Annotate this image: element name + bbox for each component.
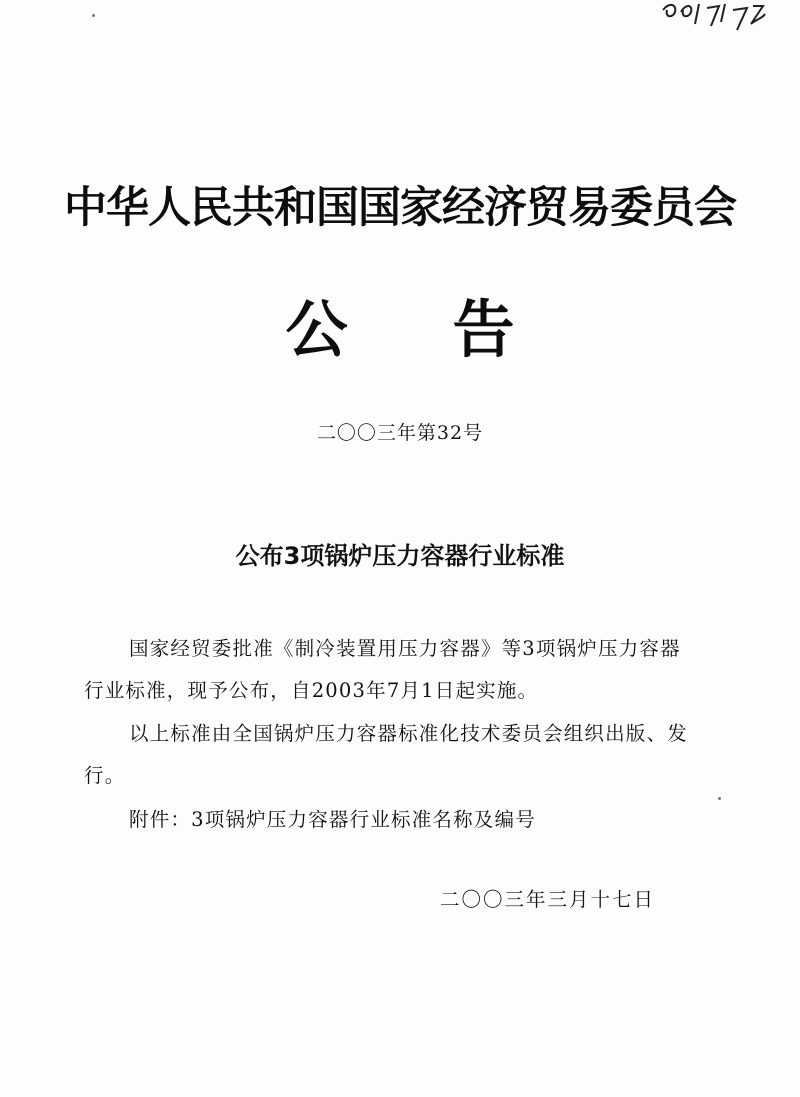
notice-heading-char-2: 告 <box>452 293 515 366</box>
body-paragraph-1 <box>84 628 696 712</box>
notice-heading <box>0 290 800 370</box>
paragraph-text: 以上标准由全国锅炉压力容器标准化技术委员会组织出版、发行。 <box>84 722 688 787</box>
notice-heading-char-1: 公 <box>285 293 348 366</box>
handwritten-signature-mark <box>655 0 775 40</box>
organization-title: 中华人民共和国国家经济贸易委员会 <box>64 183 736 233</box>
scan-speck <box>92 14 95 17</box>
paragraph-text: 国家经贸委批准《制冷装置用压力容器》等3项锅炉压力容器行业标准，现予公布，自2003年7月1日起实施。 <box>84 637 681 702</box>
document-number: 二〇〇三年第32号 <box>316 422 484 444</box>
issue-date: 二〇〇三年三月十七日 <box>440 888 656 911</box>
attachment-line: 附件：3项锅炉压力容器行业标准名称及编号 <box>129 808 536 831</box>
subject-title: 公布3项锅炉压力容器行业标准 <box>235 542 565 570</box>
body-paragraph-2 <box>84 713 696 797</box>
scan-speck <box>718 797 721 800</box>
body-paragraph-3 <box>84 799 696 841</box>
